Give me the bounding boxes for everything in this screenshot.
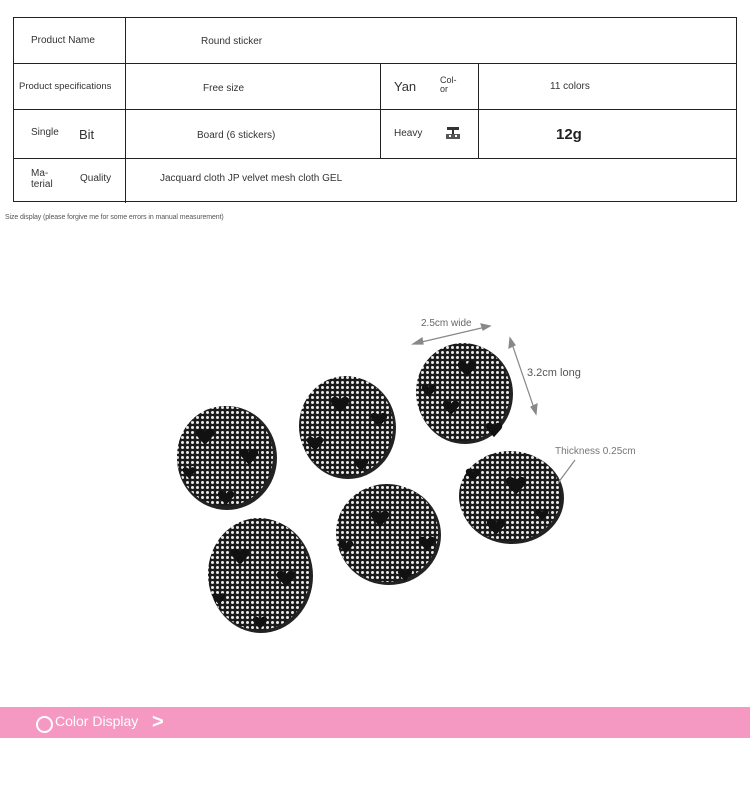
product-name-label: Product Name	[31, 35, 95, 46]
unit-label-part1: Single	[31, 127, 59, 138]
thickness-line	[558, 460, 575, 483]
product-name-value: Round sticker	[201, 36, 263, 47]
row-product-name	[14, 18, 736, 64]
material-label-line2: terial	[31, 179, 53, 190]
chevron-right-icon: >	[152, 711, 164, 733]
color-value: 11 colors	[550, 81, 590, 92]
weight-value: 12g	[556, 126, 582, 143]
row-unit	[14, 110, 736, 159]
thickness-label: Thickness 0.25cm	[555, 446, 636, 457]
weight-label: Heavy	[394, 128, 423, 139]
scale-icon	[445, 126, 461, 140]
sticker-2	[299, 376, 396, 479]
product-photo	[160, 300, 640, 680]
circle-icon	[36, 716, 53, 733]
product-spec-value: Free size	[203, 83, 245, 94]
width-label: 2.5cm wide	[421, 318, 472, 329]
material-value: Jacquard cloth JP velvet mesh cloth GEL	[160, 173, 343, 184]
sticker-1	[177, 406, 277, 510]
sticker-4	[208, 518, 313, 633]
sticker-3	[416, 343, 513, 444]
sticker-6	[459, 451, 564, 544]
color-label-part2-line2: or	[440, 84, 449, 94]
color-label-part1: Yan	[394, 79, 417, 94]
sticker-5	[336, 484, 441, 585]
row-product-spec	[14, 64, 736, 110]
material-label-line1: Ma-	[31, 168, 49, 179]
spec-table	[13, 17, 737, 202]
length-label: 3.2cm long	[527, 367, 581, 379]
row-material	[14, 159, 736, 203]
color-display-banner	[0, 707, 750, 738]
product-spec-label: Product specifications	[19, 81, 112, 92]
material-label-part2: Quality	[80, 173, 112, 184]
banner-title: Color Display	[55, 713, 139, 729]
color-label-part2-line1: Col-	[440, 75, 457, 85]
unit-label-part2: Bit	[79, 127, 95, 142]
size-note: Size display (please forgive me for some errors in manual measurement)	[5, 214, 224, 221]
unit-value: Board (6 stickers)	[197, 130, 276, 141]
